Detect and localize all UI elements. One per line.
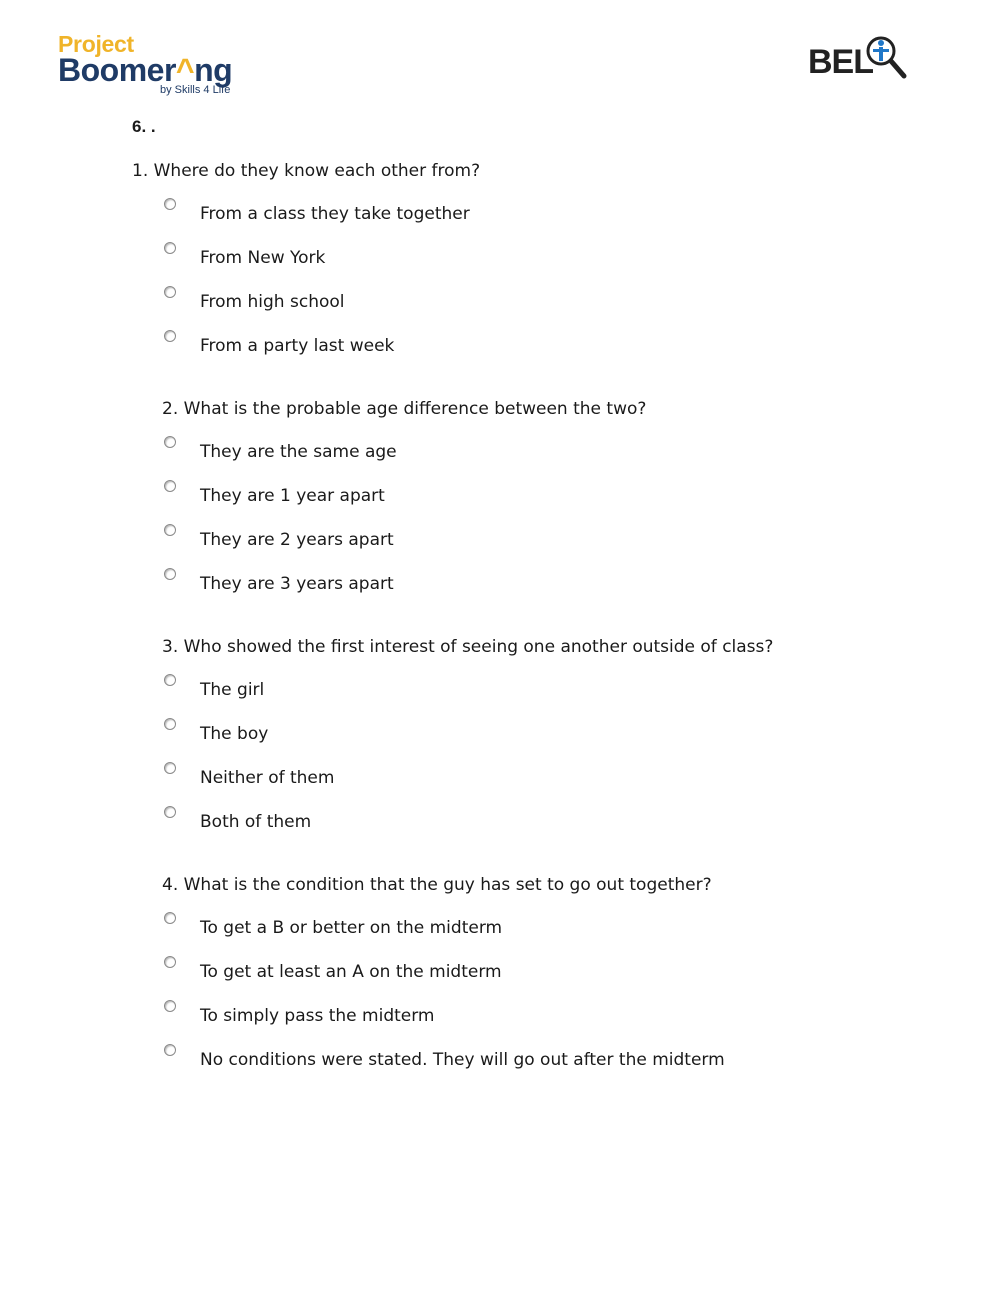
option-label: Both of them [200,812,312,832]
radio-button[interactable] [164,436,176,448]
radio-button[interactable] [164,762,176,774]
radio-button[interactable] [164,568,176,580]
radio-button[interactable] [164,330,176,342]
radio-button[interactable] [164,198,176,210]
radio-button[interactable] [164,912,176,924]
radio-button[interactable] [164,718,176,730]
question-1: 1. Where do they know each other from? [132,161,481,181]
option-label: The boy [200,724,269,744]
radio-button[interactable] [164,956,176,968]
option-label: From a class they take together [200,204,470,224]
option-label: To get a B or better on the midterm [200,918,503,938]
radio-button[interactable] [164,674,176,686]
option-label: They are 3 years apart [200,574,394,594]
radio-button[interactable] [164,1044,176,1056]
option-label: From a party last week [200,336,395,356]
question-2: 2. What is the probable age difference between the two? [162,399,647,419]
option-label: They are 2 years apart [200,530,394,550]
option-label: To get at least an A on the midterm [200,962,502,982]
question-3: 3. Who showed the first interest of seeing one another outside of class? [162,637,774,657]
radio-button[interactable] [164,524,176,536]
option-label: Neither of them [200,768,335,788]
radio-button[interactable] [164,806,176,818]
option-label: From high school [200,292,345,312]
logo-line-project: Project [58,31,134,57]
option-label: The girl [200,680,265,700]
option-label: No conditions were stated. They will go out after the midterm [200,1050,725,1070]
option-label: They are 1 year apart [200,486,385,506]
section-heading: 6. . [132,117,156,136]
magnifier-person-icon [866,34,912,82]
radio-button[interactable] [164,242,176,254]
radio-button[interactable] [164,1000,176,1012]
logo-line-boomerang: Boomer^ng [58,52,233,88]
option-label: From New York [200,248,326,268]
belt-logo-text: BEL [808,43,873,81]
option-label: They are the same age [200,442,397,462]
belt-logo [808,34,912,84]
radio-button[interactable] [164,286,176,298]
question-4: 4. What is the condition that the guy has set to go out together? [162,875,712,895]
option-label: To simply pass the midterm [200,1006,435,1026]
logo-tagline: by Skills 4 Life [160,84,231,96]
radio-button[interactable] [164,480,176,492]
project-boomerang-logo [58,32,268,98]
